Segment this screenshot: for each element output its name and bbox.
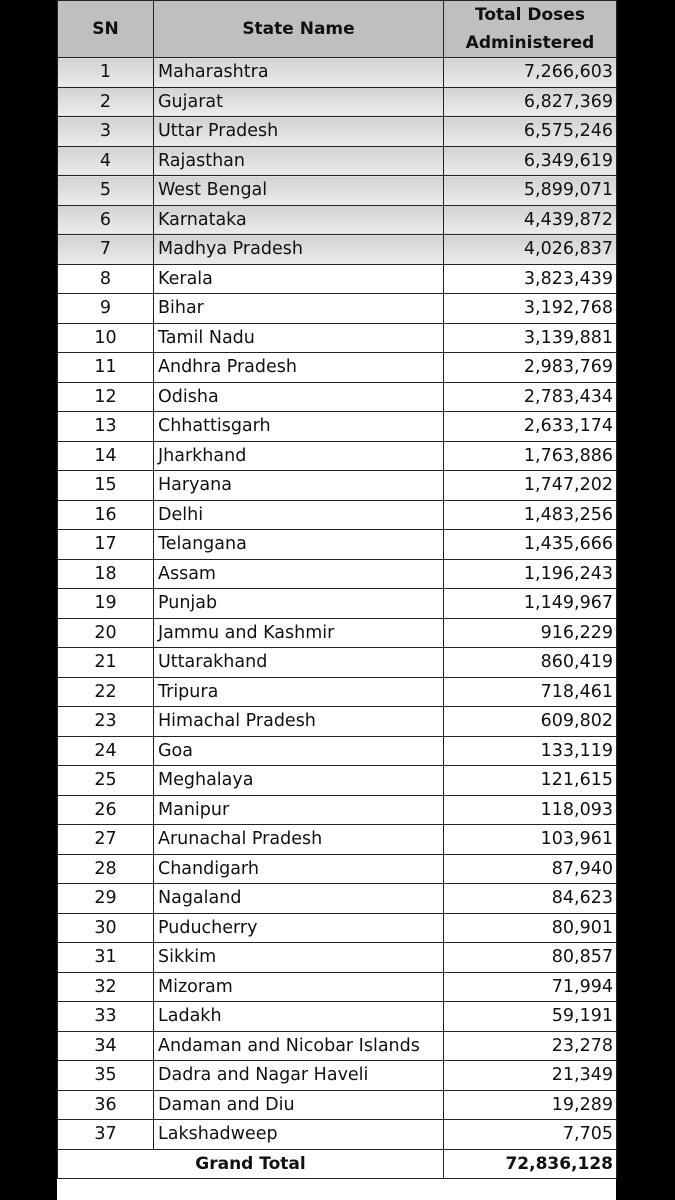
row-state-name-cell: Assam: [154, 559, 444, 589]
row-total-doses-cell: 1,763,886: [444, 441, 617, 471]
row-state-name-cell: Dadra and Nagar Haveli: [154, 1061, 444, 1091]
row-total-doses-cell: 80,901: [444, 913, 617, 943]
row-total-doses-cell: 5,899,071: [444, 176, 617, 206]
row-state-name-cell: Delhi: [154, 500, 444, 530]
table-row: [58, 913, 617, 943]
row-total-doses-cell: 6,827,369: [444, 87, 617, 117]
row-state-name-cell: Madhya Pradesh: [154, 235, 444, 265]
table-row: [58, 117, 617, 147]
row-total-doses-cell: 118,093: [444, 795, 617, 825]
vaccination-doses-table: [57, 0, 617, 1179]
row-sn-cell: 37: [58, 1120, 154, 1150]
row-sn-cell: 4: [58, 146, 154, 176]
row-state-name-cell: Chhattisgarh: [154, 412, 444, 442]
row-total-doses-cell: 59,191: [444, 1002, 617, 1032]
row-state-name-cell: Kerala: [154, 264, 444, 294]
table-row: [58, 854, 617, 884]
table-row: [58, 795, 617, 825]
row-state-name-cell: Tripura: [154, 677, 444, 707]
row-total-doses-cell: 3,192,768: [444, 294, 617, 324]
row-state-name-cell: Bihar: [154, 294, 444, 324]
grand-total-value: 72,836,128: [444, 1149, 617, 1178]
table-row: [58, 294, 617, 324]
row-total-doses-cell: 1,747,202: [444, 471, 617, 501]
table-row: [58, 500, 617, 530]
row-sn-cell: 17: [58, 530, 154, 560]
row-sn-cell: 2: [58, 87, 154, 117]
row-state-name-cell: Jammu and Kashmir: [154, 618, 444, 648]
row-sn-cell: 8: [58, 264, 154, 294]
header-total-doses-line1: Total Doses: [475, 5, 585, 25]
row-sn-cell: 14: [58, 441, 154, 471]
table-row: [58, 736, 617, 766]
row-sn-cell: 15: [58, 471, 154, 501]
table-row: [58, 382, 617, 412]
row-state-name-cell: Punjab: [154, 589, 444, 619]
row-total-doses-cell: 7,705: [444, 1120, 617, 1150]
table-row: [58, 648, 617, 678]
row-state-name-cell: Lakshadweep: [154, 1120, 444, 1150]
row-total-doses-cell: 1,435,666: [444, 530, 617, 560]
table-row: [58, 884, 617, 914]
table-row: [58, 1031, 617, 1061]
row-state-name-cell: Arunachal Pradesh: [154, 825, 444, 855]
row-state-name-cell: Uttarakhand: [154, 648, 444, 678]
row-sn-cell: 19: [58, 589, 154, 619]
table-row: [58, 441, 617, 471]
row-sn-cell: 20: [58, 618, 154, 648]
row-sn-cell: 27: [58, 825, 154, 855]
row-sn-cell: 10: [58, 323, 154, 353]
row-state-name-cell: Himachal Pradesh: [154, 707, 444, 737]
row-total-doses-cell: 4,439,872: [444, 205, 617, 235]
row-sn-cell: 32: [58, 972, 154, 1002]
row-total-doses-cell: 133,119: [444, 736, 617, 766]
row-sn-cell: 28: [58, 854, 154, 884]
row-total-doses-cell: 3,823,439: [444, 264, 617, 294]
table-row: [58, 323, 617, 353]
row-state-name-cell: Nagaland: [154, 884, 444, 914]
table-row: [58, 766, 617, 796]
table-row: [58, 87, 617, 117]
row-total-doses-cell: 7,266,603: [444, 58, 617, 88]
row-state-name-cell: Daman and Diu: [154, 1090, 444, 1120]
row-total-doses-cell: 860,419: [444, 648, 617, 678]
row-sn-cell: 1: [58, 58, 154, 88]
row-total-doses-cell: 916,229: [444, 618, 617, 648]
row-total-doses-cell: 1,196,243: [444, 559, 617, 589]
row-sn-cell: 26: [58, 795, 154, 825]
row-total-doses-cell: 103,961: [444, 825, 617, 855]
row-state-name-cell: Andaman and Nicobar Islands: [154, 1031, 444, 1061]
table-body: [58, 58, 617, 1150]
grand-total-row: [58, 1149, 617, 1178]
row-sn-cell: 35: [58, 1061, 154, 1091]
row-total-doses-cell: 87,940: [444, 854, 617, 884]
row-sn-cell: 22: [58, 677, 154, 707]
row-sn-cell: 30: [58, 913, 154, 943]
row-sn-cell: 6: [58, 205, 154, 235]
row-state-name-cell: Andhra Pradesh: [154, 353, 444, 383]
row-state-name-cell: Puducherry: [154, 913, 444, 943]
row-state-name-cell: Mizoram: [154, 972, 444, 1002]
table-row: [58, 677, 617, 707]
table-row: [58, 1120, 617, 1150]
grand-total-label: Grand Total: [58, 1149, 444, 1178]
row-total-doses-cell: 80,857: [444, 943, 617, 973]
row-total-doses-cell: 2,783,434: [444, 382, 617, 412]
row-sn-cell: 24: [58, 736, 154, 766]
row-total-doses-cell: 4,026,837: [444, 235, 617, 265]
header-sn: SN: [58, 1, 154, 58]
table-row: [58, 205, 617, 235]
row-sn-cell: 33: [58, 1002, 154, 1032]
row-sn-cell: 21: [58, 648, 154, 678]
row-state-name-cell: Goa: [154, 736, 444, 766]
row-sn-cell: 7: [58, 235, 154, 265]
row-state-name-cell: Sikkim: [154, 943, 444, 973]
table-row: [58, 1002, 617, 1032]
table-row: [58, 264, 617, 294]
row-state-name-cell: Chandigarh: [154, 854, 444, 884]
row-sn-cell: 34: [58, 1031, 154, 1061]
row-state-name-cell: Rajasthan: [154, 146, 444, 176]
row-state-name-cell: Gujarat: [154, 87, 444, 117]
row-total-doses-cell: 84,623: [444, 884, 617, 914]
row-total-doses-cell: 1,483,256: [444, 500, 617, 530]
row-sn-cell: 25: [58, 766, 154, 796]
table-row: [58, 471, 617, 501]
row-total-doses-cell: 6,349,619: [444, 146, 617, 176]
row-sn-cell: 29: [58, 884, 154, 914]
row-state-name-cell: Karnataka: [154, 205, 444, 235]
table-row: [58, 353, 617, 383]
row-total-doses-cell: 21,349: [444, 1061, 617, 1091]
table-row: [58, 972, 617, 1002]
row-sn-cell: 13: [58, 412, 154, 442]
table-header-row: [58, 1, 617, 58]
header-total-doses: [444, 1, 617, 58]
table-row: [58, 1090, 617, 1120]
row-sn-cell: 9: [58, 294, 154, 324]
row-sn-cell: 36: [58, 1090, 154, 1120]
header-total-doses-line2: Administered: [465, 33, 595, 53]
table-row: [58, 943, 617, 973]
row-total-doses-cell: 6,575,246: [444, 117, 617, 147]
row-state-name-cell: Ladakh: [154, 1002, 444, 1032]
row-total-doses-cell: 718,461: [444, 677, 617, 707]
row-total-doses-cell: 2,633,174: [444, 412, 617, 442]
vaccination-table-sheet: [57, 0, 616, 1200]
row-state-name-cell: Uttar Pradesh: [154, 117, 444, 147]
table-row: [58, 618, 617, 648]
row-total-doses-cell: 121,615: [444, 766, 617, 796]
table-row: [58, 707, 617, 737]
row-state-name-cell: Odisha: [154, 382, 444, 412]
table-row: [58, 235, 617, 265]
row-sn-cell: 18: [58, 559, 154, 589]
row-total-doses-cell: 19,289: [444, 1090, 617, 1120]
table-row: [58, 825, 617, 855]
row-state-name-cell: Tamil Nadu: [154, 323, 444, 353]
row-state-name-cell: Telangana: [154, 530, 444, 560]
row-state-name-cell: Maharashtra: [154, 58, 444, 88]
row-state-name-cell: Manipur: [154, 795, 444, 825]
row-state-name-cell: Haryana: [154, 471, 444, 501]
row-sn-cell: 31: [58, 943, 154, 973]
row-total-doses-cell: 23,278: [444, 1031, 617, 1061]
row-sn-cell: 16: [58, 500, 154, 530]
row-sn-cell: 3: [58, 117, 154, 147]
row-total-doses-cell: 3,139,881: [444, 323, 617, 353]
row-total-doses-cell: 609,802: [444, 707, 617, 737]
row-sn-cell: 23: [58, 707, 154, 737]
row-sn-cell: 11: [58, 353, 154, 383]
row-total-doses-cell: 1,149,967: [444, 589, 617, 619]
row-state-name-cell: West Bengal: [154, 176, 444, 206]
header-state-name: State Name: [154, 1, 444, 58]
table-row: [58, 58, 617, 88]
row-state-name-cell: Jharkhand: [154, 441, 444, 471]
table-row: [58, 1061, 617, 1091]
table-row: [58, 559, 617, 589]
table-row: [58, 589, 617, 619]
table-row: [58, 412, 617, 442]
row-sn-cell: 12: [58, 382, 154, 412]
table-row: [58, 530, 617, 560]
row-total-doses-cell: 71,994: [444, 972, 617, 1002]
row-sn-cell: 5: [58, 176, 154, 206]
table-row: [58, 176, 617, 206]
table-row: [58, 146, 617, 176]
row-state-name-cell: Meghalaya: [154, 766, 444, 796]
row-total-doses-cell: 2,983,769: [444, 353, 617, 383]
